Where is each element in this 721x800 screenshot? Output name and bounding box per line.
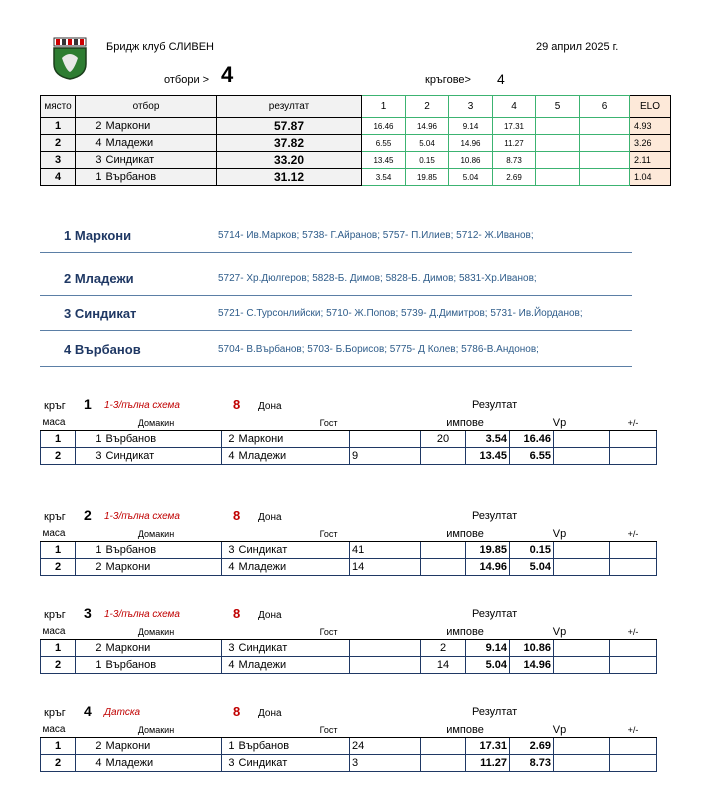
match-row bbox=[41, 558, 657, 575]
home-team-number: 1 bbox=[76, 430, 104, 447]
round-score: 16.46 bbox=[362, 118, 406, 135]
guest-team: Синдикат bbox=[237, 754, 350, 771]
round-label: кръг bbox=[44, 400, 66, 412]
match-row bbox=[41, 656, 657, 673]
result-cell: 31.12 bbox=[217, 169, 362, 186]
guest-diff bbox=[610, 558, 657, 575]
standings-row bbox=[41, 135, 671, 152]
vp-header: Vp bbox=[510, 625, 610, 639]
guest-team-number: 3 bbox=[222, 541, 237, 558]
result-header: резултат bbox=[217, 96, 362, 118]
team-number: 1 bbox=[76, 169, 104, 186]
result-label: Резултат bbox=[472, 510, 518, 522]
round-scheme: 1-3/пълна схема bbox=[104, 400, 180, 411]
home-imps: 24 bbox=[350, 737, 421, 754]
plusminus-header: +/- bbox=[610, 527, 657, 541]
guest-diff bbox=[610, 447, 657, 464]
home-header: Домакин bbox=[76, 527, 237, 541]
match-row bbox=[41, 541, 657, 558]
guest-imps: 14 bbox=[421, 656, 466, 673]
home-team: Върбанов bbox=[104, 656, 222, 673]
round-number: 2 bbox=[84, 507, 92, 523]
guest-vp: 10.86 bbox=[510, 639, 554, 656]
guest-vp: 14.96 bbox=[510, 656, 554, 673]
home-vp: 3.54 bbox=[466, 430, 510, 447]
table-number: 2 bbox=[41, 754, 76, 771]
home-team: Маркони bbox=[104, 737, 222, 754]
table-number: 1 bbox=[41, 737, 76, 754]
team-number: 2 bbox=[76, 118, 104, 135]
home-diff bbox=[554, 447, 610, 464]
guest-team-number: 4 bbox=[222, 656, 237, 673]
standings-row bbox=[41, 118, 671, 135]
rounds-count: 4 bbox=[497, 71, 505, 87]
team-name: Младежи bbox=[104, 135, 217, 152]
guest-header: Гост bbox=[237, 625, 421, 639]
dona-label: Дона bbox=[258, 401, 282, 412]
round-header-5: 5 bbox=[536, 96, 580, 118]
home-team: Върбанов bbox=[104, 430, 222, 447]
round-score: 17.31 bbox=[493, 118, 536, 135]
round-header-1: 1 bbox=[362, 96, 406, 118]
roster-team-name: 1 Маркони bbox=[64, 228, 132, 243]
guest-team: Младежи bbox=[237, 447, 350, 464]
home-team: Маркони bbox=[104, 558, 222, 575]
standings-header bbox=[41, 96, 671, 118]
match-table bbox=[40, 416, 657, 465]
roster-players: 5721- С.Турсонлийски; 5710- Ж.Попов; 5739- Д.Димитров; 5731- Ив.Йорданов; bbox=[218, 308, 583, 319]
home-imps bbox=[350, 639, 421, 656]
table-header: маса bbox=[41, 416, 76, 430]
table-number: 1 bbox=[41, 639, 76, 656]
home-team-number: 1 bbox=[76, 541, 104, 558]
guest-team-number: 1 bbox=[222, 737, 237, 754]
round-number: 1 bbox=[84, 396, 92, 412]
roster-players: 5727- Хр.Дюлгеров; 5828-Б. Димов; 5828-Б. Димов; 5831-Хр.Иванов; bbox=[218, 273, 537, 284]
home-imps: 3 bbox=[350, 754, 421, 771]
teams-count: 4 bbox=[221, 62, 234, 87]
table-number: 2 bbox=[41, 447, 76, 464]
boards-count: 8 bbox=[233, 704, 241, 719]
round-score: 5.04 bbox=[449, 169, 493, 186]
table-number: 1 bbox=[41, 430, 76, 447]
home-vp: 11.27 bbox=[466, 754, 510, 771]
home-team-number: 4 bbox=[76, 754, 104, 771]
home-vp: 13.45 bbox=[466, 447, 510, 464]
guest-team-number: 3 bbox=[222, 754, 237, 771]
boards-count: 8 bbox=[233, 508, 241, 523]
club-name: Бридж клуб СЛИВЕН bbox=[106, 41, 214, 53]
guest-vp: 16.46 bbox=[510, 430, 554, 447]
round-score: 14.96 bbox=[449, 135, 493, 152]
guest-team: Младежи bbox=[237, 656, 350, 673]
team-number: 4 bbox=[76, 135, 104, 152]
round-scheme: 1-3/пълна схема bbox=[104, 511, 180, 522]
club-logo bbox=[50, 36, 90, 80]
place-header: място bbox=[41, 96, 76, 118]
table-header: маса bbox=[41, 527, 76, 541]
guest-team: Маркони bbox=[237, 430, 350, 447]
elo-cell: 2.11 bbox=[630, 152, 671, 169]
round-score: 6.55 bbox=[362, 135, 406, 152]
table-header: маса bbox=[41, 723, 76, 737]
guest-vp: 0.15 bbox=[510, 541, 554, 558]
match-row bbox=[41, 430, 657, 447]
result-label: Резултат bbox=[472, 608, 518, 620]
guest-team-number: 4 bbox=[222, 447, 237, 464]
home-imps bbox=[350, 656, 421, 673]
home-team-number: 2 bbox=[76, 737, 104, 754]
match-header bbox=[41, 416, 657, 430]
round-score bbox=[580, 135, 630, 152]
match-row bbox=[41, 737, 657, 754]
guest-imps bbox=[421, 737, 466, 754]
guest-diff bbox=[610, 656, 657, 673]
guest-vp: 2.69 bbox=[510, 737, 554, 754]
match-header bbox=[41, 527, 657, 541]
team-name: Върбанов bbox=[104, 169, 217, 186]
team-roster bbox=[40, 296, 632, 331]
guest-vp: 8.73 bbox=[510, 754, 554, 771]
result-cell: 33.20 bbox=[217, 152, 362, 169]
place-cell: 4 bbox=[41, 169, 76, 186]
round-score bbox=[536, 152, 580, 169]
guest-imps bbox=[421, 754, 466, 771]
elo-cell: 3.26 bbox=[630, 135, 671, 152]
imps-header: импове bbox=[421, 527, 510, 541]
vp-header: Vp bbox=[510, 416, 610, 430]
result-label: Резултат bbox=[472, 706, 518, 718]
match-table bbox=[40, 527, 657, 576]
guest-team: Младежи bbox=[237, 558, 350, 575]
home-header: Домакин bbox=[76, 416, 237, 430]
round-score: 3.54 bbox=[362, 169, 406, 186]
home-diff bbox=[554, 737, 610, 754]
round-score bbox=[536, 135, 580, 152]
home-team-number: 3 bbox=[76, 447, 104, 464]
home-imps: 41 bbox=[350, 541, 421, 558]
home-team-number: 2 bbox=[76, 639, 104, 656]
match-row bbox=[41, 639, 657, 656]
home-team: Младежи bbox=[104, 754, 222, 771]
dona-label: Дона bbox=[258, 610, 282, 621]
table-number: 1 bbox=[41, 541, 76, 558]
roster-team-name: 2 Младежи bbox=[64, 271, 134, 286]
guest-diff bbox=[610, 639, 657, 656]
round-score bbox=[580, 152, 630, 169]
guest-diff bbox=[610, 754, 657, 771]
team-number: 3 bbox=[76, 152, 104, 169]
guest-team: Синдикат bbox=[237, 639, 350, 656]
match-row bbox=[41, 447, 657, 464]
home-vp: 17.31 bbox=[466, 737, 510, 754]
standings-table bbox=[40, 95, 671, 186]
round-scheme: Датска bbox=[104, 707, 141, 718]
round-score bbox=[536, 169, 580, 186]
round-score: 0.15 bbox=[406, 152, 449, 169]
roster-players: 5704- В.Върбанов; 5703- Б.Борисов; 5775- Д Колев; 5786-В.Андонов; bbox=[218, 344, 539, 355]
home-vp: 19.85 bbox=[466, 541, 510, 558]
elo-header: ELO bbox=[630, 96, 671, 118]
home-vp: 14.96 bbox=[466, 558, 510, 575]
home-imps bbox=[350, 430, 421, 447]
teams-label: отбори > bbox=[164, 74, 210, 86]
imps-header: импове bbox=[421, 625, 510, 639]
guest-imps bbox=[421, 447, 466, 464]
home-vp: 5.04 bbox=[466, 656, 510, 673]
guest-team-number: 2 bbox=[222, 430, 237, 447]
imps-header: импове bbox=[421, 416, 510, 430]
home-team: Върбанов bbox=[104, 541, 222, 558]
home-diff bbox=[554, 558, 610, 575]
round-score: 13.45 bbox=[362, 152, 406, 169]
home-imps: 9 bbox=[350, 447, 421, 464]
round-score: 5.04 bbox=[406, 135, 449, 152]
home-diff bbox=[554, 754, 610, 771]
guest-diff bbox=[610, 737, 657, 754]
team-name: Синдикат bbox=[104, 152, 217, 169]
round-number: 3 bbox=[84, 605, 92, 621]
round-score: 9.14 bbox=[449, 118, 493, 135]
round-score bbox=[580, 118, 630, 135]
guest-header: Гост bbox=[237, 416, 421, 430]
guest-diff bbox=[610, 541, 657, 558]
guest-imps bbox=[421, 541, 466, 558]
match-table bbox=[40, 625, 657, 674]
place-cell: 3 bbox=[41, 152, 76, 169]
team-roster bbox=[40, 332, 632, 367]
guest-imps bbox=[421, 558, 466, 575]
rounds-label: кръгове> bbox=[425, 74, 471, 86]
round-label: кръг bbox=[44, 609, 66, 621]
guest-header: Гост bbox=[237, 527, 421, 541]
standings-row bbox=[41, 152, 671, 169]
dona-label: Дона bbox=[258, 512, 282, 523]
elo-cell: 1.04 bbox=[630, 169, 671, 186]
match-header bbox=[41, 625, 657, 639]
team-roster bbox=[40, 218, 632, 253]
result-cell: 37.82 bbox=[217, 135, 362, 152]
team-name: Маркони bbox=[104, 118, 217, 135]
home-team: Маркони bbox=[104, 639, 222, 656]
home-diff bbox=[554, 656, 610, 673]
home-vp: 9.14 bbox=[466, 639, 510, 656]
plusminus-header: +/- bbox=[610, 723, 657, 737]
round-score: 14.96 bbox=[406, 118, 449, 135]
match-table bbox=[40, 723, 657, 772]
dona-label: Дона bbox=[258, 708, 282, 719]
place-cell: 1 bbox=[41, 118, 76, 135]
guest-header: Гост bbox=[237, 723, 421, 737]
roster-team-name: 3 Синдикат bbox=[64, 306, 137, 321]
boards-count: 8 bbox=[233, 397, 241, 412]
round-score: 11.27 bbox=[493, 135, 536, 152]
home-diff bbox=[554, 541, 610, 558]
guest-imps: 2 bbox=[421, 639, 466, 656]
home-diff bbox=[554, 430, 610, 447]
vp-header: Vp bbox=[510, 723, 610, 737]
match-row bbox=[41, 754, 657, 771]
round-score: 10.86 bbox=[449, 152, 493, 169]
plusminus-header: +/- bbox=[610, 416, 657, 430]
home-diff bbox=[554, 639, 610, 656]
guest-team-number: 3 bbox=[222, 639, 237, 656]
guest-vp: 5.04 bbox=[510, 558, 554, 575]
plusminus-header: +/- bbox=[610, 625, 657, 639]
home-header: Домакин bbox=[76, 723, 237, 737]
result-label: Резултат bbox=[472, 399, 518, 411]
home-team-number: 2 bbox=[76, 558, 104, 575]
imps-header: импове bbox=[421, 723, 510, 737]
roster-players: 5714- Ив.Марков; 5738- Г.Айранов; 5757- П.Илиев; 5712- Ж.Иванов; bbox=[218, 230, 534, 241]
elo-cell: 4.93 bbox=[630, 118, 671, 135]
standings-row bbox=[41, 169, 671, 186]
round-scheme: 1-3/пълна схема bbox=[104, 609, 180, 620]
vp-header: Vp bbox=[510, 527, 610, 541]
team-header: отбор bbox=[76, 96, 217, 118]
table-number: 2 bbox=[41, 656, 76, 673]
match-header bbox=[41, 723, 657, 737]
home-team-number: 1 bbox=[76, 656, 104, 673]
roster-team-name: 4 Върбанов bbox=[64, 342, 141, 357]
round-number: 4 bbox=[84, 703, 92, 719]
round-label: кръг bbox=[44, 511, 66, 523]
team-roster bbox=[40, 261, 632, 296]
round-score: 8.73 bbox=[493, 152, 536, 169]
round-header-2: 2 bbox=[406, 96, 449, 118]
home-team: Синдикат bbox=[104, 447, 222, 464]
round-score bbox=[536, 118, 580, 135]
round-header-6: 6 bbox=[580, 96, 630, 118]
round-label: кръг bbox=[44, 707, 66, 719]
home-header: Домакин bbox=[76, 625, 237, 639]
table-header: маса bbox=[41, 625, 76, 639]
round-score: 19.85 bbox=[406, 169, 449, 186]
boards-count: 8 bbox=[233, 606, 241, 621]
place-cell: 2 bbox=[41, 135, 76, 152]
result-cell: 57.87 bbox=[217, 118, 362, 135]
guest-team: Върбанов bbox=[237, 737, 350, 754]
round-header-4: 4 bbox=[493, 96, 536, 118]
guest-vp: 6.55 bbox=[510, 447, 554, 464]
home-imps: 14 bbox=[350, 558, 421, 575]
guest-imps: 20 bbox=[421, 430, 466, 447]
guest-team: Синдикат bbox=[237, 541, 350, 558]
table-number: 2 bbox=[41, 558, 76, 575]
guest-diff bbox=[610, 430, 657, 447]
round-score: 2.69 bbox=[493, 169, 536, 186]
round-score bbox=[580, 169, 630, 186]
event-date: 29 април 2025 г. bbox=[536, 41, 619, 53]
round-header-3: 3 bbox=[449, 96, 493, 118]
guest-team-number: 4 bbox=[222, 558, 237, 575]
